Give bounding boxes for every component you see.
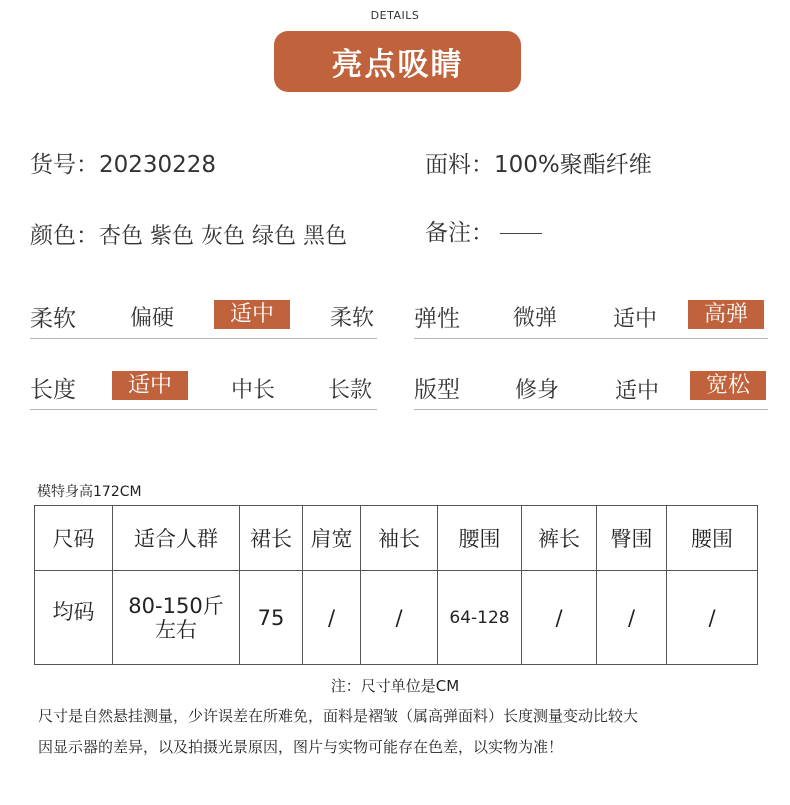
measurement-note: 尺寸是自然悬挂测量，少许误差在所难免，面料是褶皱（属高弹面料）长度测量变动比较大 (38, 707, 639, 725)
color-label: 颜色： (30, 223, 99, 249)
elasticity-label: 弹性 (414, 306, 460, 332)
header-hip: 臀围 (597, 506, 667, 571)
fit-option-regular: 适中 (614, 379, 659, 404)
cell-shoulder-width: / (303, 571, 361, 665)
elasticity-option-high-selected: 高弹 (688, 300, 764, 329)
cell-waist: 64-128 (438, 571, 522, 665)
cell-suitable-group: 80-150斤 左右 (113, 571, 240, 665)
size-table-header-row (35, 506, 758, 571)
remark-dash (500, 233, 542, 234)
header-skirt-length: 裙长 (240, 506, 303, 571)
header-waist-2: 腰围 (667, 506, 758, 571)
length-option-medium-selected: 适中 (112, 371, 188, 400)
remark-info (425, 214, 542, 247)
softness-option-soft: 柔软 (329, 306, 374, 331)
header-suitable-group: 适合人群 (113, 506, 240, 571)
length-divider (30, 409, 377, 410)
cell-pants-length: / (522, 571, 597, 665)
header-pants-length: 裤长 (522, 506, 597, 571)
softness-option-medium-selected: 适中 (214, 300, 290, 329)
fabric-info: 面料：100%聚酯纤维 (425, 152, 652, 178)
fit-option-slim: 修身 (514, 378, 559, 403)
cell-skirt-length: 75 (240, 571, 303, 665)
section-title-banner: 亮点吸睛 (274, 31, 521, 92)
softness-option-hard: 偏硬 (129, 306, 174, 331)
fit-option-loose-selected: 宽松 (690, 371, 766, 400)
fit-label: 版型 (414, 377, 460, 403)
color-difference-note: 因显示器的差异，以及拍摄光景原因，图片与实物可能存在色差，以实物为准！ (38, 738, 564, 756)
remark-label: 备注： (425, 220, 494, 246)
cell-waist-2: / (667, 571, 758, 665)
header-shoulder-width: 肩宽 (303, 506, 361, 571)
softness-label: 柔软 (30, 306, 76, 332)
size-table-row (35, 571, 758, 665)
details-caption: DETAILS (370, 9, 420, 22)
length-option-midi: 中长 (230, 378, 275, 403)
cell-sleeve-length: / (361, 571, 438, 665)
unit-note: 注：尺寸单位是CM (330, 677, 460, 695)
size-table (34, 505, 758, 665)
elasticity-option-slight: 微弹 (512, 306, 557, 331)
model-height-note: 模特身高172CM (37, 484, 142, 500)
elasticity-divider (414, 338, 768, 339)
fit-divider (414, 409, 768, 410)
color-values: 杏色 紫色 灰色 绿色 黑色 (99, 224, 347, 249)
softness-divider (30, 338, 377, 339)
color-info (30, 217, 347, 250)
header-sleeve-length: 袖长 (361, 506, 438, 571)
elasticity-option-medium: 适中 (612, 307, 657, 332)
cell-hip: / (597, 571, 667, 665)
header-size: 尺码 (35, 506, 113, 571)
item-number: 货号：20230228 (30, 152, 217, 178)
length-option-long: 长款 (327, 378, 372, 403)
length-label: 长度 (30, 377, 76, 403)
header-waist: 腰围 (438, 506, 522, 571)
cell-size: 均码 (35, 571, 113, 665)
